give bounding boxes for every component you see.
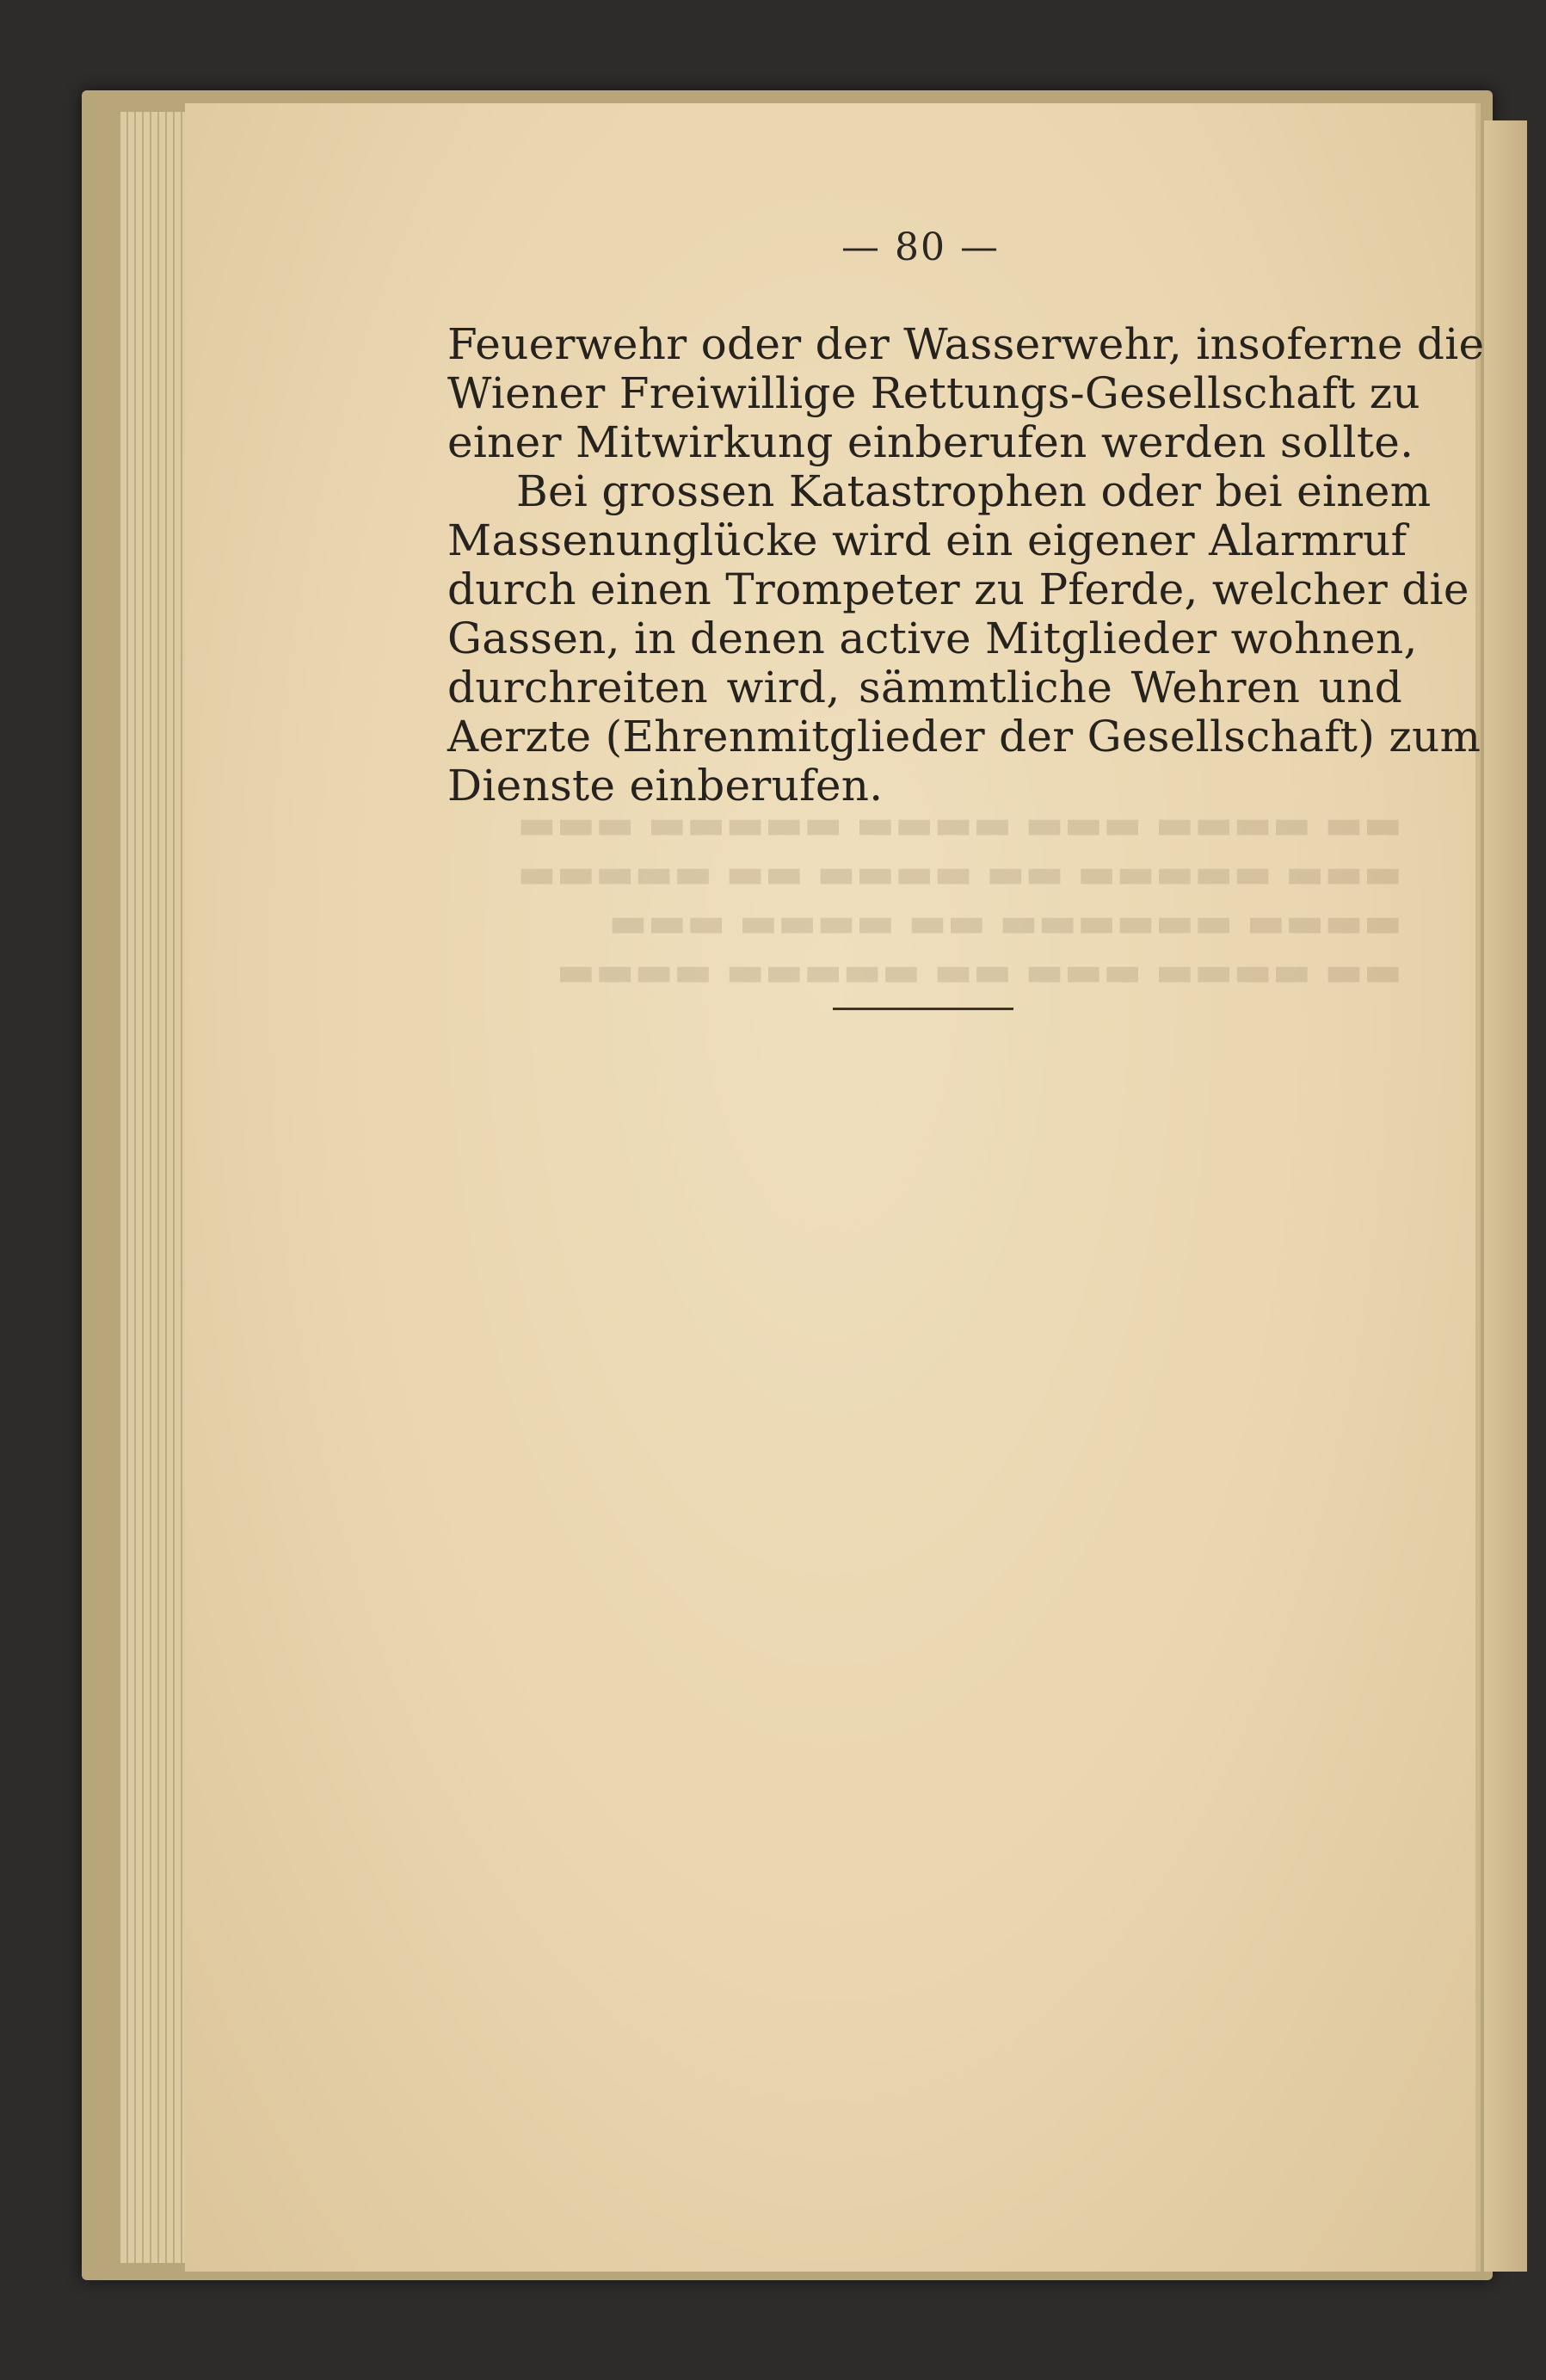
show-through-texture: ▬▬ ▬▬▬▬ ▬▬▬ ▬▬▬▬ ▬▬▬▬▬ ▬▬▬ ▬▬▬ ▬▬▬▬▬ ▬▬ ▬▬▬▬ ▬▬ ▬▬▬▬▬ ▬▬▬▬ ▬▬▬▬▬▬ ▬▬ ▬▬▬▬ ▬▬▬ ▬▬ ▬▬▬▬ ▬▬▬ ▬▬ ▬▬▬▬▬ ▬▬▬▬: [517, 800, 1402, 996]
text-line: Gassen, in denen active Mitglieder wohnen,: [447, 613, 1418, 663]
text-line: einer Mitwirkung einberufen werden sollte.: [447, 417, 1414, 467]
text-line: Dienste einberufen.: [447, 761, 884, 811]
text-line: Massenunglücke wird ein eigener Alarmruf: [447, 515, 1407, 565]
text-line: durchreiten wird, sämmtliche Wehren und: [447, 663, 1402, 712]
text-line: Aerzte (Ehrenmitglieder der Gesellschaft) zum: [447, 712, 1481, 761]
text-line: Bei grossen Katastrophen oder bei einem: [516, 466, 1432, 516]
text-line: Wiener Freiwillige Rettungs-Gesellschaft zu: [447, 368, 1420, 418]
text-line: Feuerwehr oder der Wasserwehr, insoferne die: [447, 319, 1485, 369]
text-line: durch einen Trompeter zu Pferde, welcher die: [447, 564, 1469, 614]
page-number: — 80 —: [841, 225, 1000, 269]
section-divider: [833, 1008, 1013, 1010]
body-text: [447, 319, 1485, 811]
facing-page-edge: [1484, 120, 1527, 2272]
